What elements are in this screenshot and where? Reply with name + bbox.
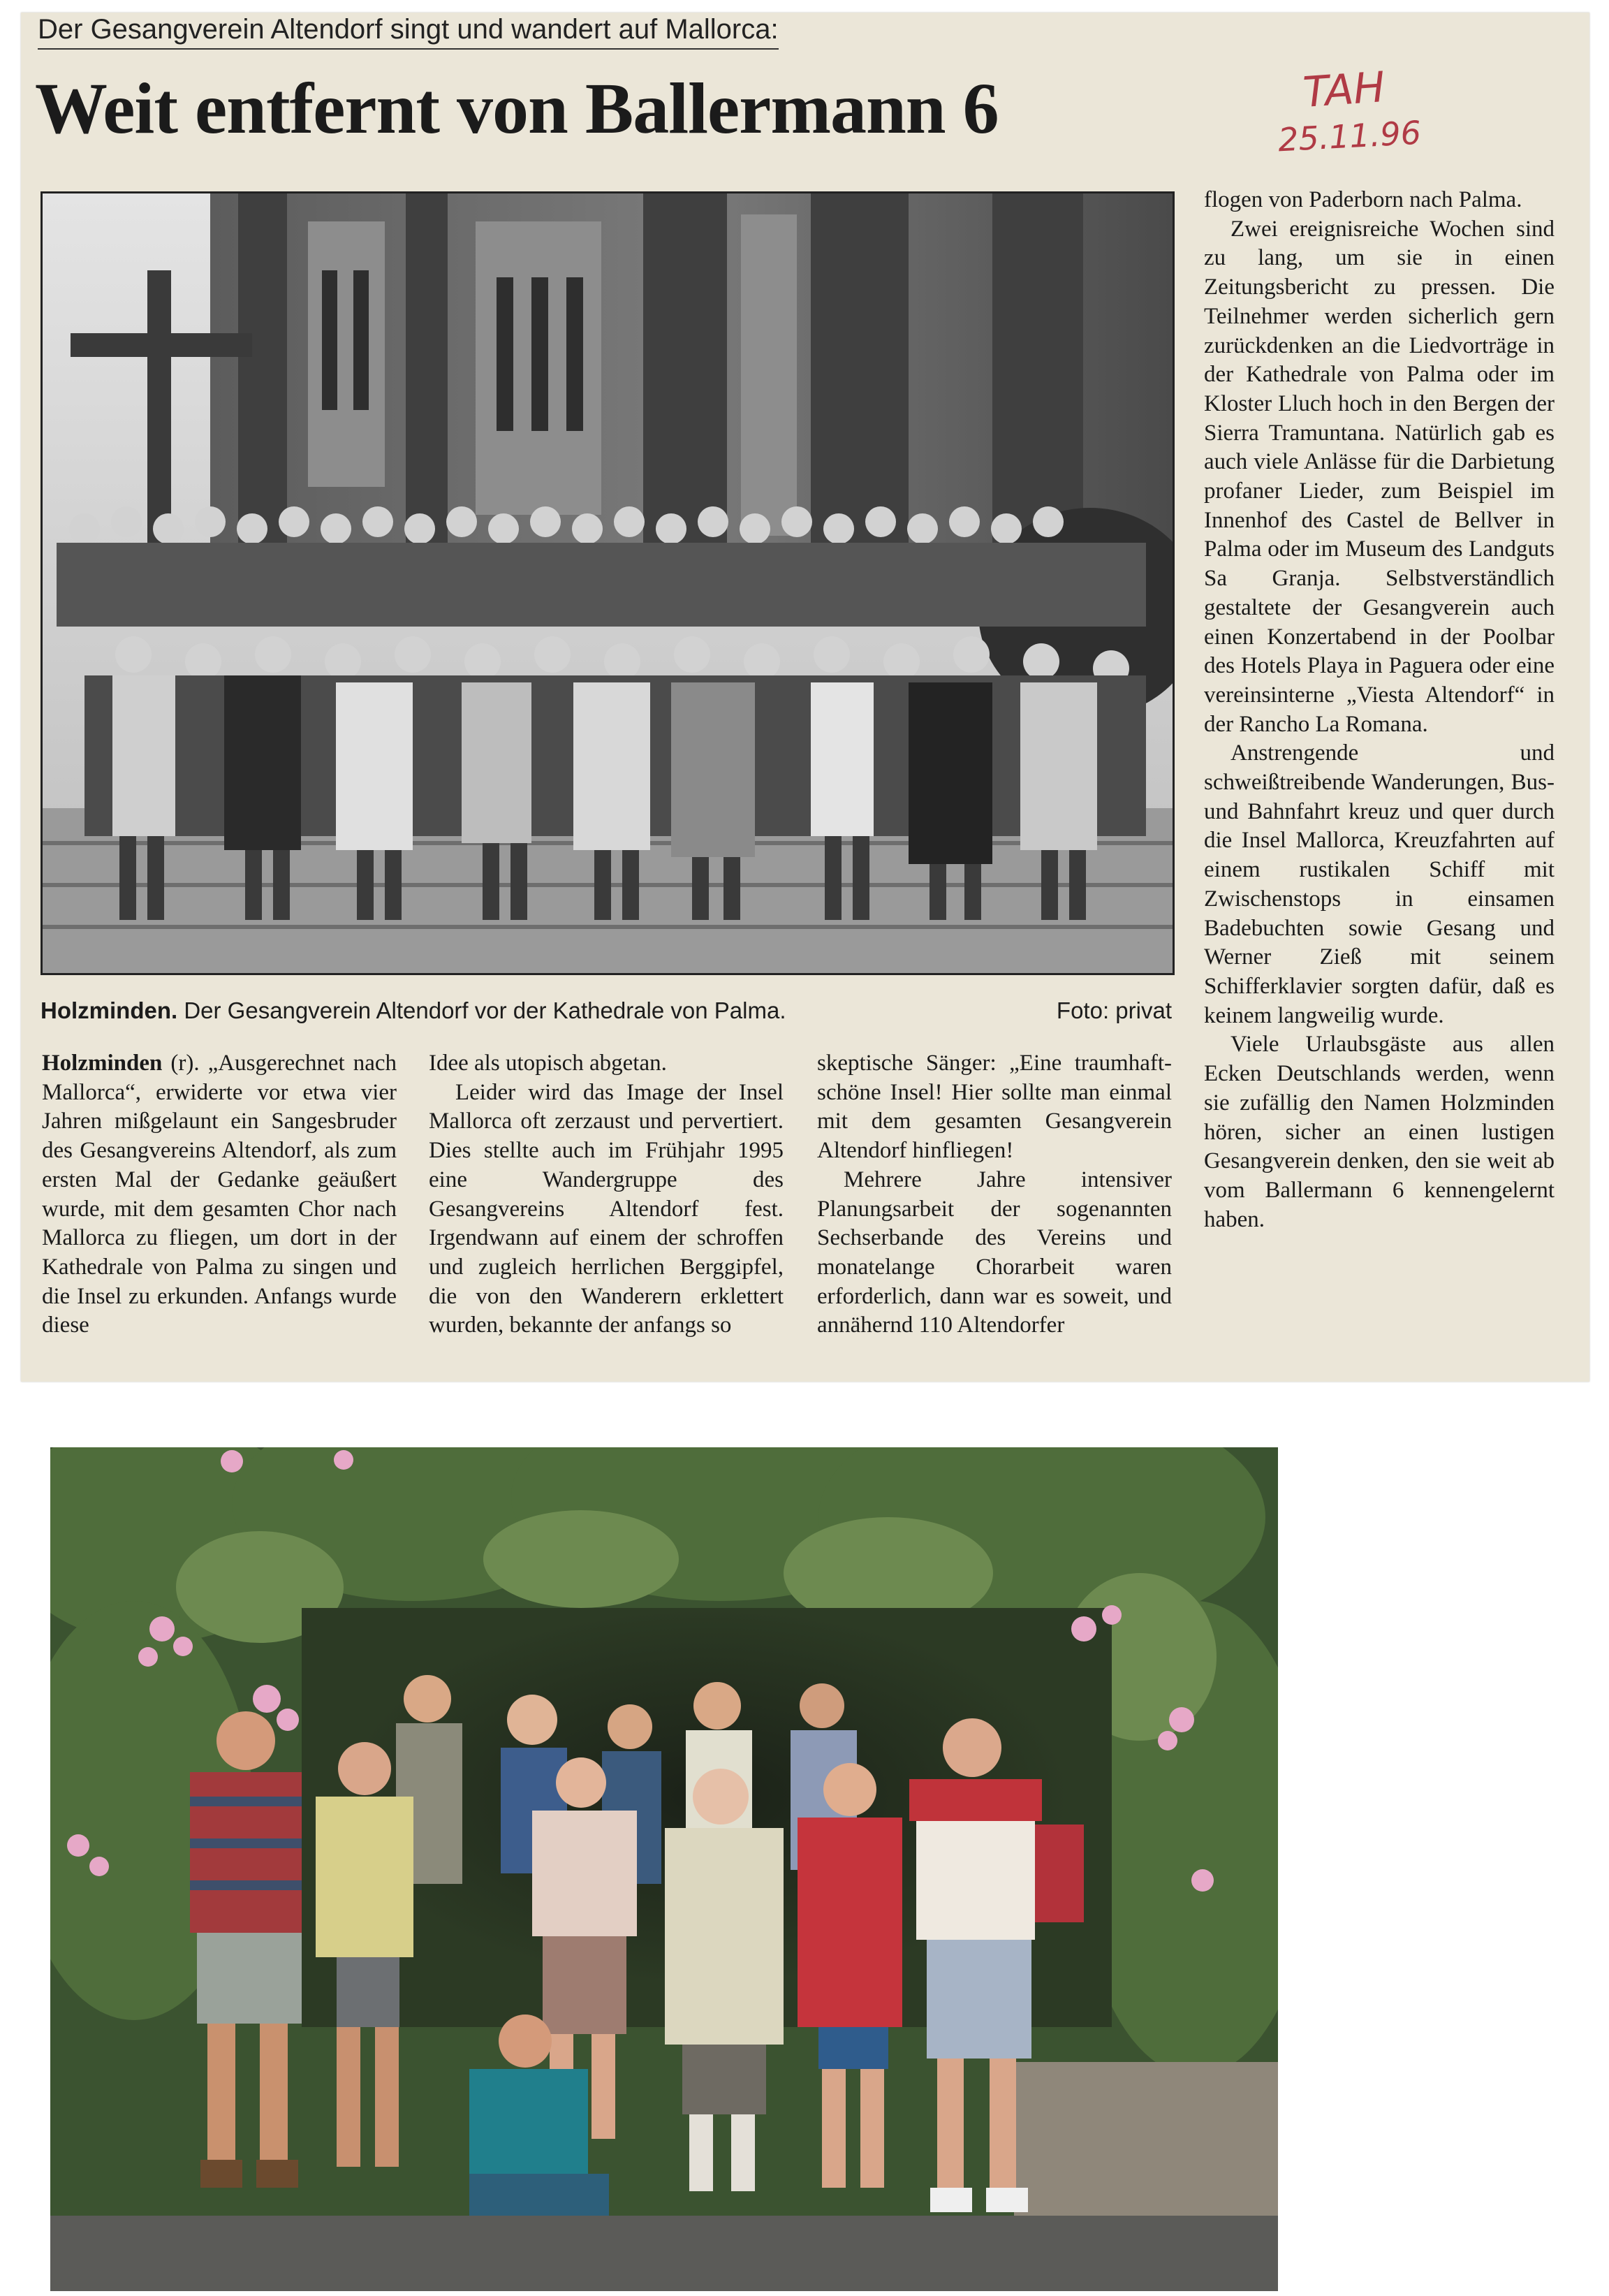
article-column-1	[42, 1049, 397, 1340]
article-paragraph: Leider wird das Image der Insel Mallorca oft zerzaust und pervertiert. Dies stellte auch im Frühjahr 1995 eine Wandergruppe des Gesangvereins Altendorf fest. Irgendwann auf einem der schroffen und zugleich herrlichen Berggipfel, die von den Wanderern erklettert wurden, bekannte der anfangs so	[429, 1079, 784, 1338]
article-paragraph: Mehrere Jahre intensiver Planungsarbeit der sogenannten Sechserbande des Vereins und monatelange Chorarbeit waren erforderlich, dann war es soweit, und annähernd 110 Altendorfer	[817, 1167, 1172, 1338]
article-paragraph: Viele Urlaubsgäste aus allen Ecken Deutschlands werden, wenn sie zufällig den Namen Holzminden hören, sicher an einen lustigen Gesangverein denken, den sie weit ab vom Ballermann 6 kennengelernt haben.	[1204, 1032, 1555, 1232]
article-column-4	[1204, 186, 1555, 1234]
article-paragraph: flogen von Paderborn nach Palma.	[1204, 187, 1522, 212]
article-lead-place: Holzminden	[42, 1051, 163, 1076]
article-column-2	[429, 1049, 784, 1340]
article-headline: Weit entfernt von Ballermann 6	[35, 68, 999, 149]
hiking-group-photo	[50, 1447, 1278, 2291]
article-paragraph: skeptische Sänger: „Eine traumhaft-schöne Insel! Hier sollte man einmal mit dem gesamten Gesangverein Altendorf hinfliegen!	[817, 1051, 1172, 1164]
newspaper-clipping	[21, 13, 1589, 1382]
caption-place: Holzminden.	[41, 997, 178, 1023]
cathedral-photo-illustration	[43, 193, 1173, 973]
article-paragraph	[42, 1049, 397, 1340]
article-column-3	[817, 1049, 1172, 1340]
article-text: (r). „Ausgerechnet nach Mallorca“, erwiderte vor etwa vier Jahren mißgelaunt ein Sangesbruder des Gesangvereins Altendorf, als zum ersten Mal der Gedanke geäußert wurde, mit dem gesamten Chor nach Mallorca zu fliegen, um dort in der Kathedrale von Palma zu singen und die Insel zu erkunden. Anfangs wurde diese	[42, 1051, 397, 1338]
photo-caption	[41, 997, 1172, 1032]
article-paragraph: Zwei ereignisreiche Wochen sind zu lang, um sie in einen Zeitungsbericht zu pressen. Die Teilnehmer werden sicherlich gern zurückdenken an die Liedvorträge in der Kathedrale von Palma oder im Kloster Lluch hoch in den Bergen der Sierra Tramuntana. Natürlich gab es auch viele Anlässe für die Darbietung profaner Lieder, zum Beispiel im Innenhof des Castel de Bellver in Palma oder im Museum des Landguts Sa Granja. Selbstverständlich gestaltete der Gesangverein auch einen Konzertabend in der Poolbar des Hotels Playa in Paguera oder eine vereinsinterne „Viesta Altendorf“ in der Rancho La Romana.	[1204, 216, 1555, 737]
handwritten-source: TAH	[1301, 62, 1387, 118]
handwritten-date: 25.11.96	[1277, 113, 1423, 159]
article-kicker: Der Gesangverein Altendorf singt und wandert auf Mallorca:	[38, 14, 779, 50]
handwritten-date-note	[1277, 62, 1543, 170]
hiking-photo-illustration	[50, 1447, 1278, 2291]
article-paragraph: Anstrengende und schweißtreibende Wanderungen, Bus- und Bahnfahrt kreuz und quer durch die Insel Mallorca, Kreuzfahrten auf einem rustikalen Schiff mit Zwischenstops in einsamen Badebuchten sowie Gesang und Werner Zieß mit seinem Schifferklavier sorgten dafür, daß es keinem langweilig wurde.	[1204, 740, 1555, 1028]
caption-photo-credit: Foto: privat	[1056, 997, 1172, 1023]
caption-text: Der Gesangverein Altendorf vor der Kathedrale von Palma.	[184, 997, 786, 1023]
cathedral-group-photo	[41, 191, 1175, 975]
article-paragraph: Idee als utopisch abgetan.	[429, 1051, 667, 1076]
